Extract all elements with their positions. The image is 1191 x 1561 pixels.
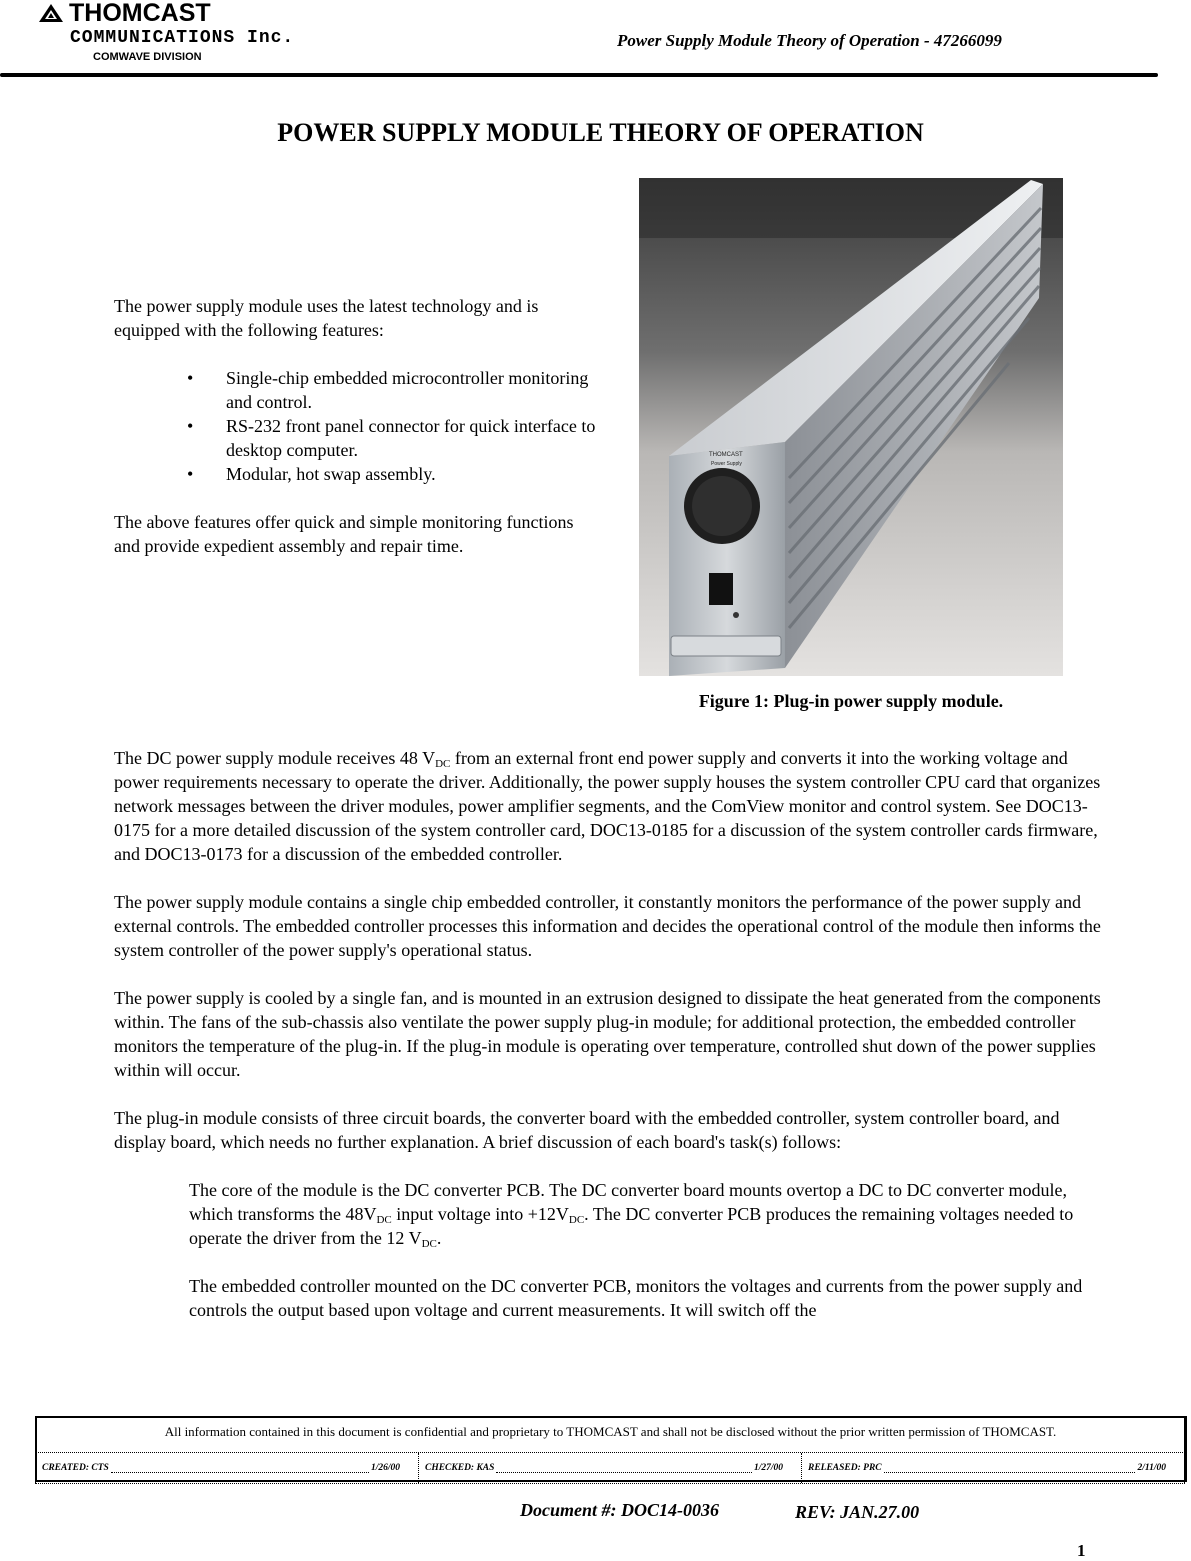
released-label: RELEASED: PRC	[808, 1463, 882, 1473]
feature-item	[114, 462, 604, 486]
panel-brand: THOMCAST	[709, 452, 743, 458]
footer-box	[35, 1416, 1187, 1482]
logo-company: COMMUNICATIONS Inc.	[70, 28, 295, 48]
power-supply-module-illustration	[639, 178, 1063, 676]
page-number: 1	[1077, 1541, 1086, 1560]
module-photo	[639, 178, 1063, 676]
paragraph-dc-converter: The core of the module is the DC converter PCB. The DC converter board mounts overtop a DC to DC converter module, which transforms the $48V_{DC}$ input voltage into $+12V_{DC}$. The DC converter PCB produces the remaining voltages needed to operate the driver from the 12 $V_{DC}$.	[189, 1180, 1074, 1250]
checked-label: CHECKED: KAS	[425, 1463, 495, 1473]
confidentiality-notice: All information contained in this document is confidential and proprietary to THOMCAST and shall not be disclosed without the prior written permission of THOMCAST.	[164, 1424, 1057, 1439]
feature-text: Modular, hot swap assembly.	[226, 464, 436, 484]
logo-brand: THOMCAST	[69, 0, 211, 27]
checked-date: 1/27/00	[753, 1463, 783, 1473]
feature-text: Single-chip embedded microcontroller monitoring and control.	[226, 368, 589, 412]
feature-item	[114, 414, 604, 462]
paragraph-embedded-controller: The power supply module contains a single chip embedded controller, it constantly monitors the performance of the power supply and external controls. The embedded controller processes this information and decides the operational control of the module then informs the system controller of the power supply's operational status.	[114, 892, 1101, 960]
created-label: CREATED: CTS	[42, 1463, 109, 1473]
feature-text: RS-232 front panel connector for quick interface to desktop computer.	[226, 416, 596, 460]
header-document-title: Power Supply Module Theory of Operation - 47266099	[617, 31, 1002, 50]
bullet-icon: •	[187, 416, 194, 436]
intro-lead: The power supply module uses the latest technology and is equipped with the following features:	[114, 296, 539, 340]
feature-item	[114, 366, 604, 414]
header-divider	[0, 73, 1158, 77]
body-text	[114, 746, 1104, 1346]
bullet-icon: •	[187, 368, 194, 388]
paragraph-controller-monitoring: The embedded controller mounted on the DC converter PCB, monitors the voltages and currents from the power supply and controls the output based upon voltage and current measurements. It will switch off the	[189, 1276, 1083, 1320]
document-number: Document #: DOC14-0036	[520, 1500, 719, 1520]
company-logo	[38, 0, 211, 26]
intro-section	[114, 294, 604, 558]
figure-caption: Figure 1: Plug-in power supply module.	[698, 691, 1004, 711]
created-date: 1/26/00	[370, 1463, 400, 1473]
released-cell	[801, 1453, 1185, 1483]
released-date: 2/11/00	[1137, 1463, 1166, 1473]
panel-label: Power Supply	[711, 461, 742, 467]
paragraph-cooling: The power supply is cooled by a single fan, and is mounted in an extrusion designed to dissipate the heat generated from the components within. The fans of the sub-chassis also ventilate the power supply plug-in module; for additional protection, the embedded controller monitors the temperature of the plug-in. If the plug-in module is operating over temperature, controlled shut down of the power supplies within will occur.	[114, 988, 1101, 1080]
paragraph-dc-input: The DC power supply module receives 48 $V_{DC}$ from an external front end power supply and converts it into the working voltage and power requirements necessary to operate the driver. Additionally, the power supply houses the system controller CPU card that organizes network messages between the driver modules, power amplifier segments, and the ComView monitor and control system. See DOC13-0175 for a more detailed discussion of the system controller card, DOC13-0185 for a discussion of the system controller cards firmware, and DOC13-0173 for a discussion of the embedded controller.	[114, 748, 1101, 864]
feature-list	[114, 366, 604, 486]
created-cell	[35, 1453, 418, 1483]
logo-division: COMWAVE DIVISION	[93, 51, 202, 63]
checked-cell	[418, 1453, 801, 1483]
bullet-icon: •	[187, 464, 194, 484]
thomcast-logo-icon	[38, 3, 64, 23]
revision: REV: JAN.27.00	[795, 1502, 920, 1522]
signoff-row	[35, 1452, 1185, 1484]
intro-closing: The above features offer quick and simple monitoring functions and provide expedient assembly and repair time.	[114, 512, 574, 556]
paragraph-circuit-boards: The plug-in module consists of three circuit boards, the converter board with the embedded controller, system controller board, and display board, which needs no further explanation. A brief discussion of each board's task(s) follows:	[114, 1108, 1060, 1152]
page-title: POWER SUPPLY MODULE THEORY OF OPERATION	[277, 118, 924, 147]
